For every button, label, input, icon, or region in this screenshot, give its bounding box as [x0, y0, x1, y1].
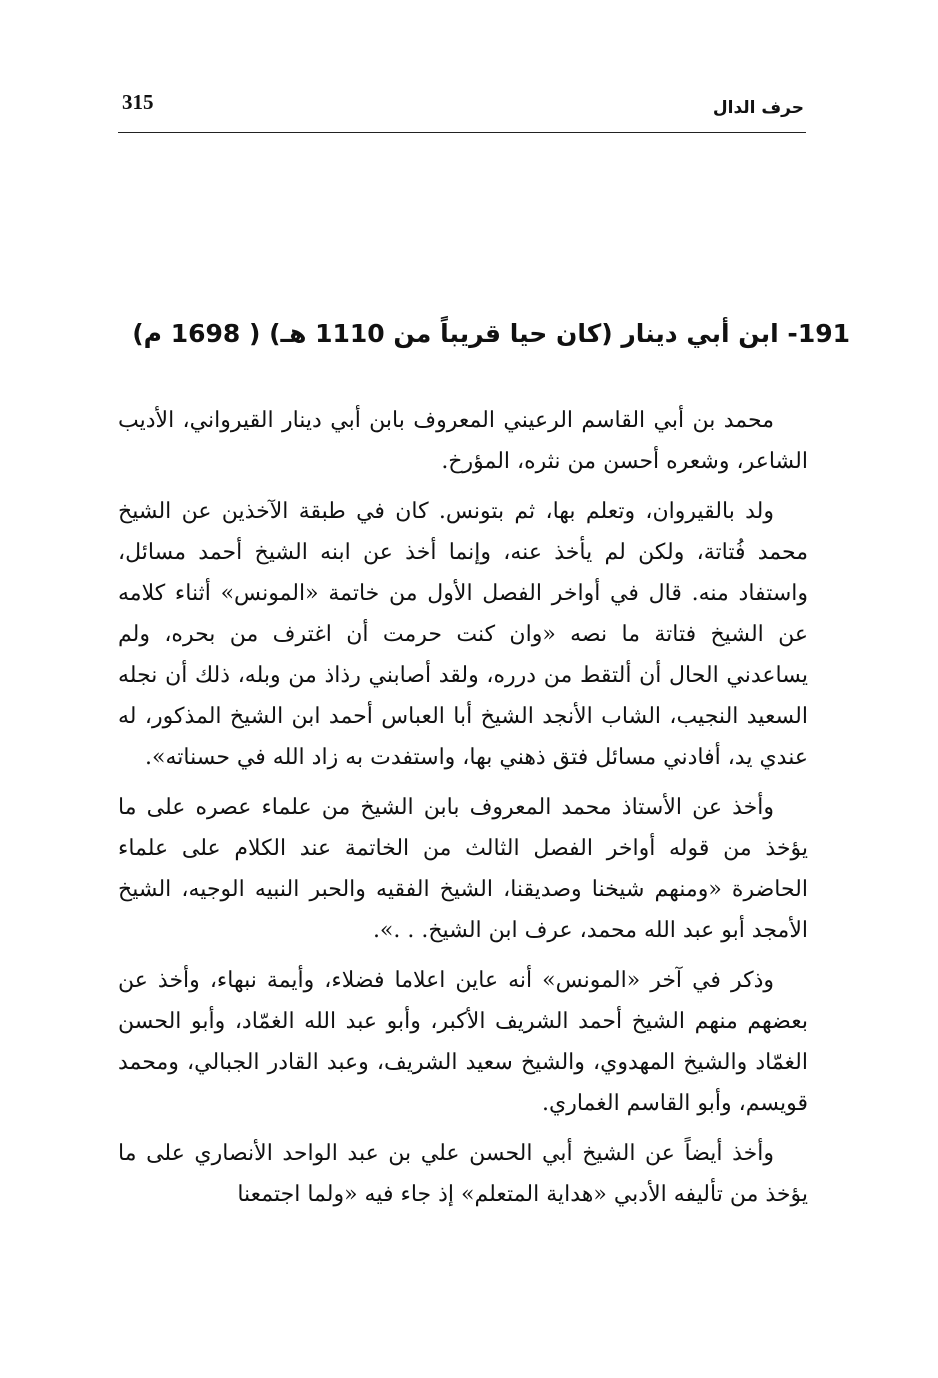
- paragraph: وأخذ أيضاً عن الشيخ أبي الحسن علي بن عبد الواحد الأنصاري على ما يؤخذ من تأليفه الأدبي «هداية المتعلم» إذ جاء فيه «ولما اجتمعنا: [118, 1141, 808, 1207]
- paragraph: محمد بن أبي القاسم الرعيني المعروف بابن أبي دينار القيرواني، الأديب الشاعر، وشعره أحسن من نثره، المؤرخ.: [118, 408, 808, 474]
- paragraph: وذكر في آخر «المونس» أنه عاين اعلاما فضلاء، وأيمة نبهاء، وأخذ عن بعضهم منهم الشيخ أحمد الشريف الأكبر، وأبو عبد الله الغمّاد، وأبو الحسن الغمّاد والشيخ المهدوي، والشيخ سعيد الشريف، وعبد القادر الجبالي، ومحمد قويسم، وأبو القاسم الغماري.: [118, 968, 808, 1116]
- entry-body: [118, 400, 808, 1224]
- paragraph: ولد بالقيروان، وتعلم بها، ثم بتونس. كان في طبقة الآخذين عن الشيخ محمد فُتاتة، ولكن لم يأخذ عنه، وإنما أخذ عن ابنه الشيخ أحمد مسائل، واستفاد منه. قال في أواخر الفصل الأول من خاتمة «المونس» أثناء كلامه عن الشيخ فتاتة ما نصه «وان كنت حرمت أن اغترف من بحره، ولم يساعدني الحال أن ألتقط من درره، ولقد أصابني رذاذ من وبله، ذلك أن نجله السعيد النجيب، الشاب الأنجد الشيخ أبا العباس أحمد ابن الشيخ المذكور، له عندي يد، أفادني مسائل فتق ذهني بها، واستفدت به زاد الله في حسناته».: [118, 499, 809, 770]
- entry-title: 191- ابن أبي دينار (كان حيا قريباً من 1110 هـ) ( 1698 م): [132, 319, 850, 348]
- running-head: حرف الدال: [712, 98, 804, 118]
- page-number: 315: [122, 90, 154, 114]
- page-header: [118, 88, 806, 133]
- paragraph: وأخذ عن الأستاذ محمد المعروف بابن الشيخ من علماء عصره على ما يؤخذ من قوله أواخر الفصل الثالث من الخاتمة عند الكلام على علماء الحاضرة «ومنهم شيخنا وصديقنا، الشيخ الفقيه والحبر النبيه الوجيه، الشيخ الأمجد أبو عبد الله محمد، عرف ابن الشيخ. . .».: [118, 795, 808, 943]
